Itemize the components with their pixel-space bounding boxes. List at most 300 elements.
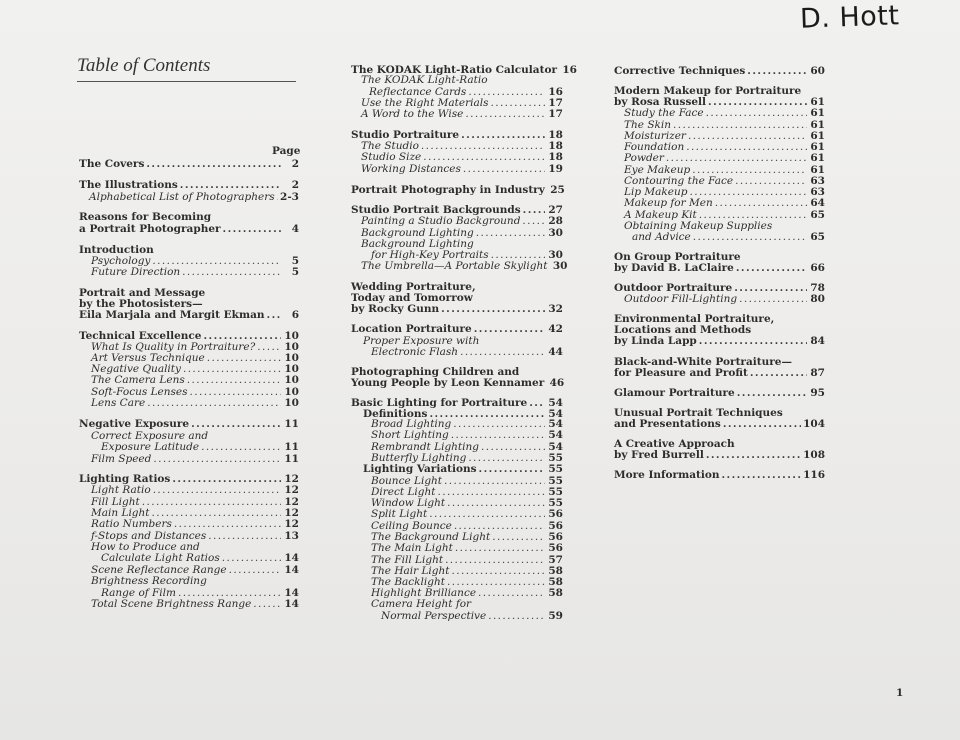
toc-entry-title: A Creative Approach — [614, 438, 735, 450]
toc-entry-title: Portrait Photography in Industry — [351, 184, 545, 196]
toc-entry-title: Makeup for Men — [624, 197, 713, 209]
dot-leader — [437, 487, 545, 498]
toc-entry-title: Fill Light — [91, 496, 140, 508]
toc-entry-title: by Fred Burrell — [614, 449, 704, 461]
toc-entry — [614, 368, 825, 379]
toc-entry-title: The Illustrations — [79, 179, 178, 191]
toc-entry-page: 18 — [548, 151, 563, 163]
toc-entry-title: Ratio Numbers — [91, 518, 172, 530]
toc-entry-title: Portrait and Message — [79, 287, 206, 299]
page-number: 1 — [896, 687, 904, 699]
toc-entry-title: Reasons for Becoming — [79, 211, 212, 223]
toc-entry-title: Location Portraiture — [351, 323, 472, 335]
toc-entry-page: 55 — [548, 452, 563, 464]
dot-leader — [421, 141, 545, 152]
toc-entry — [371, 599, 471, 610]
toc-title: Table of Contents — [77, 55, 211, 76]
toc-entry-page: 58 — [548, 587, 563, 599]
toc-entry-page: 25 — [550, 184, 565, 196]
toc-entry-title: Black-and-White Portraiture— — [614, 356, 792, 368]
dot-leader — [750, 368, 807, 379]
toc-entry — [351, 304, 563, 315]
toc-entry-title: More Information — [614, 469, 720, 481]
dot-leader — [187, 375, 281, 386]
dot-leader — [693, 232, 807, 243]
toc-entry-page: 87 — [810, 367, 825, 379]
toc-entry-page: 116 — [803, 469, 825, 481]
toc-entry — [371, 543, 563, 554]
toc-entry-title: Scene Reflectance Range — [91, 564, 227, 576]
toc-entry — [361, 109, 563, 120]
dot-leader — [736, 263, 807, 274]
toc-entry-title: The KODAK Light-Ratio Calculator — [351, 64, 557, 76]
dot-leader — [688, 131, 807, 142]
dot-leader — [191, 419, 281, 430]
dot-leader — [172, 474, 281, 485]
toc-entry-title: Introduction — [79, 244, 154, 256]
toc-entry — [91, 599, 299, 610]
toc-entry-page: 58 — [548, 565, 563, 577]
toc-entry — [371, 509, 563, 520]
toc-entry-page: 14 — [284, 587, 299, 599]
toc-entry-page: 55 — [548, 497, 563, 509]
toc-entry-title: Brightness Recording — [91, 575, 207, 587]
toc-entry — [89, 192, 299, 203]
toc-entry-title: Basic Lighting for Portraiture — [351, 397, 528, 409]
toc-entry-title: Environmental Portraiture, — [614, 313, 775, 325]
toc-entry-title: The Fill Light — [371, 554, 444, 566]
toc-entry-title: Unusual Portrait Techniques — [614, 407, 783, 419]
toc-entry-title: The Background Light — [371, 531, 491, 543]
toc-entry-page: 84 — [810, 335, 825, 347]
toc-entry-title: Wedding Portraiture, — [351, 281, 476, 293]
toc-entry-title: f-Stops and Distances — [91, 530, 207, 542]
toc-entry-title: Light Ratio — [91, 484, 151, 496]
toc-entry-title: Eye Makeup — [624, 164, 691, 176]
toc-entry-title: by David B. LaClaire — [614, 262, 734, 274]
dot-leader — [481, 442, 545, 453]
toc-entry-page: 63 — [810, 186, 825, 198]
toc-entry-title: Outdoor Portraiture — [614, 282, 733, 294]
toc-entry — [91, 267, 299, 278]
toc-entry — [614, 419, 825, 430]
toc-entry — [79, 159, 299, 170]
toc-entry-page: 2 — [291, 158, 299, 170]
toc-entry-title: Background Lighting — [361, 238, 474, 250]
toc-entry — [371, 430, 563, 441]
toc-entry-page: 61 — [810, 152, 825, 164]
toc-entry-page: 16 — [562, 64, 577, 76]
toc-entry-title: Lighting Ratios — [79, 473, 171, 485]
dot-leader — [737, 388, 807, 399]
toc-entry-page: 61 — [810, 141, 825, 153]
toc-entry-page: 66 — [810, 262, 825, 274]
toc-entry-title: Rembrandt Lighting — [371, 441, 479, 453]
dot-leader — [423, 152, 545, 163]
toc-entry-page: 65 — [810, 209, 825, 221]
dot-leader — [723, 419, 801, 430]
toc-entry — [91, 576, 207, 587]
toc-entry-page: 10 — [284, 330, 299, 342]
toc-entry-title: Eila Marjala and Margit Ekman — [79, 309, 265, 321]
toc-entry-title: Use the Right Materials — [361, 97, 489, 109]
toc-entry-title: Camera Height for — [371, 598, 472, 610]
dot-leader — [153, 485, 281, 496]
toc-entry-title: Photographing Children and — [351, 366, 520, 378]
dot-leader — [451, 430, 545, 441]
toc-entry-page: 54 — [548, 429, 563, 441]
toc-entry-title: Lip Makeup — [624, 186, 688, 198]
toc-entry-page: 63 — [810, 175, 825, 187]
dot-leader — [529, 398, 545, 409]
dot-leader — [461, 130, 545, 141]
toc-entry — [91, 519, 299, 530]
toc-entry-page: 11 — [284, 418, 299, 430]
toc-entry-title: by the Photosisters— — [79, 298, 203, 310]
toc-entry-page: 44 — [548, 346, 563, 358]
toc-entry-title: Range of Film — [101, 587, 176, 599]
dot-leader — [673, 120, 807, 131]
toc-entry-title: Electronic Flash — [371, 346, 459, 358]
dot-leader — [183, 364, 281, 375]
toc-entry-page: 19 — [548, 163, 563, 175]
toc-entry — [79, 419, 299, 430]
toc-entry-title: for High-Key Portraits — [371, 249, 489, 261]
toc-entry — [614, 66, 825, 77]
toc-entry-page: 65 — [810, 231, 825, 243]
dot-leader — [476, 228, 545, 239]
toc-entry-title: The Skin — [624, 119, 671, 131]
toc-entry-title: A Word to the Wise — [361, 108, 464, 120]
toc-entry-title: Highlight Brilliance — [371, 587, 477, 599]
toc-entry-title: The Studio — [361, 140, 419, 152]
toc-entry-title: Studio Size — [361, 151, 422, 163]
toc-entry-page: 56 — [548, 531, 563, 543]
toc-entry-title: Butterfly Lighting — [371, 452, 467, 464]
toc-entry-title: Outdoor Fill-Lighting — [624, 293, 738, 305]
dot-leader — [479, 464, 545, 475]
toc-entry-page: 16 — [548, 86, 563, 98]
toc-entry-page: 13 — [284, 530, 299, 542]
toc-entry-page: 5 — [291, 255, 299, 267]
toc-entry-page: 61 — [810, 107, 825, 119]
dot-leader — [147, 398, 281, 409]
toc-entry-page: 30 — [552, 260, 568, 272]
dot-leader — [190, 387, 281, 398]
toc-entry-title: Glamour Portraiture — [614, 387, 735, 399]
dot-leader — [453, 419, 545, 430]
dot-leader — [706, 450, 801, 461]
toc-entry-title: Future Direction — [91, 266, 181, 278]
toc-entry-page: 14 — [284, 552, 299, 564]
toc-entry-page: 61 — [810, 164, 825, 176]
toc-entry — [624, 198, 825, 209]
toc-entry-title: Total Scene Brightness Range — [91, 598, 252, 610]
dot-leader — [474, 324, 545, 335]
toc-entry — [614, 336, 825, 347]
dot-leader — [747, 66, 807, 77]
toc-entry-title: Lighting Variations — [363, 463, 477, 475]
toc-entry-page: 32 — [548, 303, 563, 315]
toc-entry-title: Corrective Techniques — [614, 65, 746, 77]
toc-entry — [91, 454, 299, 465]
toc-entry-page: 14 — [284, 598, 299, 610]
toc-entry-title: Proper Exposure with — [363, 335, 480, 347]
toc-entry — [614, 263, 825, 274]
toc-entry-page: 64 — [810, 197, 825, 209]
dot-leader — [699, 336, 807, 347]
toc-entry-page: 30 — [548, 227, 563, 239]
toc-entry-title: Soft-Focus Lenses — [91, 386, 188, 398]
toc-entry-title: Film Speed — [91, 453, 152, 465]
toc-entry-title: Powder — [624, 152, 664, 164]
dot-leader — [468, 453, 545, 464]
page-column-header: Page — [272, 145, 301, 157]
toc-entry — [363, 464, 563, 475]
dot-leader — [460, 347, 545, 358]
toc-entry — [371, 347, 563, 358]
dot-leader — [490, 98, 545, 109]
toc-entry-page: 54 — [548, 418, 563, 430]
dot-leader — [253, 599, 281, 610]
toc-entry-page: 59 — [548, 610, 563, 622]
toc-entry-page: 56 — [548, 542, 563, 554]
toc-entry-page: 57 — [548, 554, 563, 566]
toc-entry — [381, 611, 563, 622]
toc-entry-page: 54 — [548, 441, 563, 453]
toc-entry-title: Main Light — [91, 507, 150, 519]
dot-leader — [708, 97, 807, 108]
toc-entry — [361, 260, 568, 272]
toc-entry-page: 12 — [284, 484, 299, 496]
toc-entry-page: 11 — [284, 441, 299, 453]
toc-entry-title: and Presentations — [614, 418, 721, 430]
dot-leader — [522, 216, 545, 227]
toc-entry-title: Short Lighting — [371, 429, 449, 441]
toc-entry — [91, 485, 299, 496]
handwritten-signature: D. Hott — [799, 0, 900, 35]
toc-entry-page: 56 — [548, 508, 563, 520]
toc-entry-title: The Camera Lens — [91, 374, 185, 386]
toc-entry-title: Study the Face — [624, 107, 704, 119]
toc-entry-page: 18 — [548, 129, 563, 141]
toc-entry-title: Psychology — [91, 255, 151, 267]
toc-entry-title: Exposure Latitude — [101, 441, 200, 453]
toc-entry-title: Locations and Methods — [614, 324, 752, 336]
dot-leader — [429, 509, 545, 520]
toc-entry-title: A Makeup Kit — [624, 209, 697, 221]
dot-leader — [142, 497, 281, 508]
toc-entry-title: Studio Portraiture — [351, 129, 460, 141]
toc-entry-page: 42 — [548, 323, 563, 335]
toc-entry — [351, 378, 563, 389]
toc-entry-page: 10 — [284, 386, 299, 398]
toc-entry-title: for Pleasure and Profit — [614, 367, 748, 379]
toc-entry-page: 18 — [548, 140, 563, 152]
dot-leader — [444, 476, 545, 487]
toc-entry-page: 61 — [810, 130, 825, 142]
toc-entry-page: 55 — [548, 475, 563, 487]
toc-entry-title: by Linda Lapp — [614, 335, 697, 347]
toc-entry-page: 12 — [284, 473, 299, 485]
toc-entry-title: The Main Light — [371, 542, 453, 554]
toc-entry-title: Negative Exposure — [79, 418, 190, 430]
dot-leader — [222, 553, 281, 564]
dot-leader — [715, 198, 807, 209]
toc-entry-page: 78 — [810, 282, 825, 294]
dot-leader — [257, 342, 281, 353]
toc-entry-page: 60 — [810, 65, 825, 77]
toc-entry-page: 80 — [810, 293, 825, 305]
dot-leader — [721, 470, 801, 481]
toc-entry-title: Foundation — [624, 141, 685, 153]
toc-entry-title: What Is Quality in Portraiture? — [91, 341, 256, 353]
toc-entry-page: 61 — [810, 119, 825, 131]
toc-entry-page: 10 — [284, 363, 299, 375]
toc-entry-page: 2-3 — [280, 191, 299, 203]
toc-entry — [614, 450, 825, 461]
toc-entry-page: 108 — [803, 449, 825, 461]
toc-entry-title: Lens Care — [91, 397, 146, 409]
dot-leader — [223, 224, 281, 235]
toc-entry-title: Negative Quality — [91, 363, 181, 375]
dot-leader — [153, 454, 281, 465]
toc-entry-title: a Portrait Photographer — [79, 223, 221, 235]
toc-entry — [101, 553, 299, 564]
toc-entry-title: Art Versus Technique — [91, 352, 205, 364]
toc-entry-page: 58 — [548, 576, 563, 588]
toc-entry-title: Today and Tomorrow — [351, 292, 473, 304]
toc-entry-title: Alphabetical List of Photographers — [89, 191, 275, 203]
toc-entry-title: Split Light — [371, 508, 428, 520]
toc-entry-page: 27 — [548, 204, 563, 216]
toc-entry-page: 12 — [284, 496, 299, 508]
toc-entry-page: 28 — [548, 215, 563, 227]
dot-leader — [451, 566, 545, 577]
toc-entry-page: 10 — [284, 374, 299, 386]
dot-leader — [465, 109, 545, 120]
dot-leader — [447, 498, 545, 509]
dot-leader — [207, 353, 281, 364]
toc-entry-title: Calculate Light Ratios — [101, 552, 220, 564]
toc-entry-page: 55 — [548, 463, 563, 475]
toc-entry — [361, 75, 488, 86]
toc-entry-title: Painting a Studio Background — [361, 215, 521, 227]
dot-leader — [229, 565, 281, 576]
toc-entry — [91, 375, 299, 386]
toc-entry — [79, 224, 299, 235]
toc-entry-page: 4 — [291, 223, 299, 235]
toc-entry — [79, 310, 299, 321]
toc-entry — [91, 398, 299, 409]
toc-entry-title: Background Lighting — [361, 227, 474, 239]
toc-entry — [351, 324, 563, 335]
toc-entry-page: 17 — [548, 97, 563, 109]
toc-entry-page: 14 — [284, 564, 299, 576]
toc-entry-title: Reflectance Cards — [369, 86, 467, 98]
dot-leader — [706, 108, 807, 119]
dot-leader — [488, 611, 545, 622]
toc-entry — [79, 180, 299, 191]
dot-leader — [523, 205, 545, 216]
title-underline — [77, 81, 296, 82]
toc-entry-title: Correct Exposure and — [91, 430, 209, 442]
toc-entry — [624, 153, 825, 164]
toc-entry-title: On Group Portraiture — [614, 251, 741, 263]
toc-entry-title: Definitions — [363, 408, 428, 420]
toc-entry-page: 104 — [803, 418, 825, 430]
toc-entry-title: and Advice — [632, 231, 691, 243]
dot-leader — [463, 164, 545, 175]
dot-leader — [180, 180, 281, 191]
dot-leader — [455, 543, 545, 554]
toc-entry-page: 55 — [548, 486, 563, 498]
toc-entry-title: Ceiling Bounce — [371, 520, 452, 532]
toc-entry-page: 54 — [548, 397, 563, 409]
dot-leader — [478, 588, 545, 599]
toc-entry — [624, 294, 825, 305]
dot-leader — [666, 153, 807, 164]
toc-entry-page: 6 — [291, 309, 299, 321]
toc-entry-title: Direct Light — [371, 486, 436, 498]
toc-entry-page: 11 — [284, 453, 299, 465]
toc-entry-page: 54 — [548, 408, 563, 420]
toc-entry-title: The Covers — [79, 158, 145, 170]
toc-entry — [101, 442, 299, 453]
toc-entry-page: 61 — [810, 96, 825, 108]
dot-leader — [735, 176, 807, 187]
toc-entry-title: How to Produce and — [91, 541, 200, 553]
toc-entry-page: 10 — [284, 397, 299, 409]
toc-entry-title: Young People by Leon Kennamer — [351, 377, 545, 389]
toc-entry-page: 56 — [548, 520, 563, 532]
toc-entry — [624, 108, 825, 119]
toc-entry-title: Normal Perspective — [381, 610, 487, 622]
toc-entry — [79, 212, 211, 223]
toc-entry — [351, 185, 563, 196]
toc-entry-title: The Umbrella—A Portable Skylight — [361, 260, 548, 272]
toc-entry-page: 17 — [548, 108, 563, 120]
toc-entry-page: 10 — [284, 352, 299, 364]
dot-leader — [146, 159, 281, 170]
dot-leader — [277, 192, 278, 203]
dot-leader — [492, 532, 545, 543]
toc-entry-title: by Rocky Gunn — [351, 303, 440, 315]
dot-leader — [267, 310, 281, 321]
toc-entry-title: Moisturizer — [624, 130, 686, 142]
toc-entry — [361, 152, 563, 163]
toc-entry-title: The Hair Light — [371, 565, 450, 577]
dot-leader — [208, 531, 281, 542]
toc-entry-title: by Rosa Russell — [614, 96, 707, 108]
toc-entry-title: The Backlight — [371, 576, 445, 588]
toc-entry — [632, 232, 825, 243]
toc-entry-page: 5 — [291, 266, 299, 278]
toc-entry-page: 12 — [284, 507, 299, 519]
toc-entry — [361, 164, 563, 175]
toc-entry-page: 46 — [549, 377, 565, 389]
toc-entry-page: 2 — [291, 179, 299, 191]
dot-leader — [182, 267, 281, 278]
dot-leader — [445, 555, 545, 566]
toc-entry-title: Obtaining Makeup Supplies — [624, 220, 773, 232]
dot-leader — [441, 304, 545, 315]
dot-leader — [686, 142, 807, 153]
toc-entry-title: Window Light — [371, 497, 446, 509]
dot-leader — [174, 519, 281, 530]
toc-entry-title: Contouring the Face — [624, 175, 734, 187]
toc-entry-page: 95 — [810, 387, 825, 399]
